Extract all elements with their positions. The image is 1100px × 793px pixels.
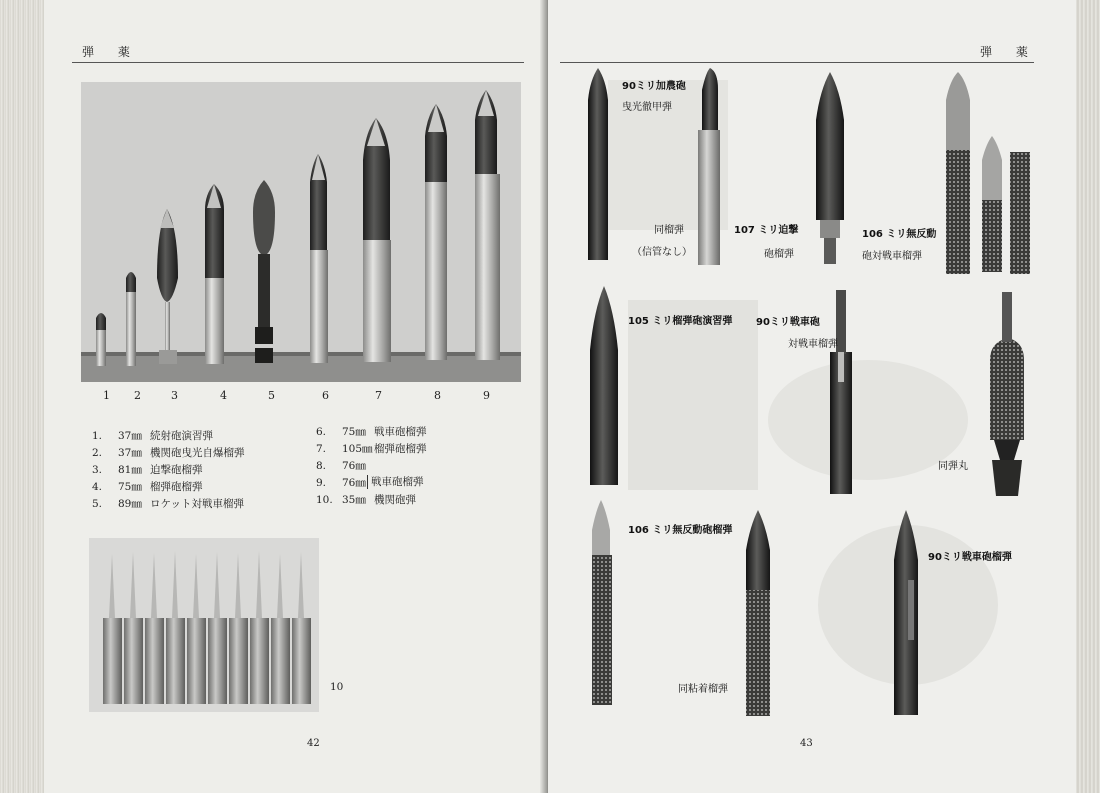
- label-107-he: 砲榴弾: [764, 249, 794, 260]
- running-head-left: 弾 薬: [82, 45, 140, 59]
- figure-number: 2: [134, 389, 141, 402]
- ammo-photos: [548, 60, 1078, 730]
- label-same-he: 同榴弾: [654, 225, 684, 236]
- label-ap-tracer: 曳光徹甲弾: [622, 102, 672, 113]
- label-106-recoilless: 106 ミリ無反動: [862, 229, 937, 240]
- header-rule-left: [72, 62, 524, 63]
- figure-number: 1: [103, 389, 110, 402]
- figure-number: 8: [434, 389, 441, 402]
- photo2-number: 10: [330, 681, 344, 693]
- caption-item: 2. 37㎜ 機関砲曳光自爆榴弾: [92, 447, 245, 459]
- running-head-right: 弾 薬: [980, 45, 1038, 59]
- label-106-he: 106 ミリ無反動砲榴弾: [628, 525, 733, 536]
- caption-item: 3. 81㎜ 迫撃砲榴弾: [92, 464, 203, 476]
- caption-item: 10. 35㎜ 機関砲弾: [316, 494, 416, 506]
- figure-number: 4: [220, 389, 227, 402]
- page-edges-right: [1076, 0, 1100, 793]
- right-page: [548, 0, 1100, 793]
- label-105-practice: 105 ミリ榴弾砲演習弾: [628, 316, 733, 327]
- figure-number: 6: [322, 389, 329, 402]
- label-90mm-gun: 90ミリ加農砲: [622, 81, 686, 92]
- rounds-photo: [89, 538, 319, 712]
- label-hep: 同粘着榴弾: [678, 684, 728, 695]
- bracket-caption: 戦車砲榴弾: [367, 475, 424, 489]
- caption-item: 9. 76㎜: [316, 477, 366, 489]
- caption-item: 5. 89㎜ ロケット対戦車榴弾: [92, 498, 244, 510]
- caption-item: 8. 76㎜: [316, 460, 366, 472]
- label-107-mortar: 107 ミリ迫撃: [734, 225, 799, 236]
- caption-item: 1. 37㎜ 続射砲演習弾: [92, 430, 213, 442]
- caption-item: 7. 105㎜榴弾砲榴弾: [316, 443, 427, 455]
- figure-number: 9: [483, 389, 490, 402]
- label-90-he: 90ミリ戦車砲榴弾: [928, 552, 1012, 563]
- figure-number: 5: [268, 389, 275, 402]
- page-number-left: 42: [307, 738, 320, 749]
- label-90-tank-gun: 90ミリ戦車砲: [756, 317, 820, 328]
- page-number-right: 43: [800, 738, 813, 749]
- rounds-illustration: [89, 538, 319, 712]
- figure-number: 7: [375, 389, 382, 402]
- caption-list-left: [92, 428, 245, 513]
- shells-photo: [81, 82, 521, 382]
- figure-number: 3: [171, 389, 178, 402]
- label-106-heat: 砲対戦車榴弾: [862, 251, 922, 262]
- page-edges: [0, 0, 44, 793]
- label-no-fuze: （信管なし）: [632, 247, 692, 258]
- shells-illustration: [81, 82, 521, 382]
- label-same-projectile: 同弾丸: [938, 461, 968, 472]
- left-page: [0, 0, 545, 793]
- caption-item: 6. 75㎜ 戦車砲榴弾: [316, 426, 427, 438]
- caption-item: 4. 75㎜ 榴弾砲榴弾: [92, 481, 203, 493]
- caption-list-right: [316, 424, 427, 509]
- label-90-heat: 対戦車榴弾: [788, 339, 838, 350]
